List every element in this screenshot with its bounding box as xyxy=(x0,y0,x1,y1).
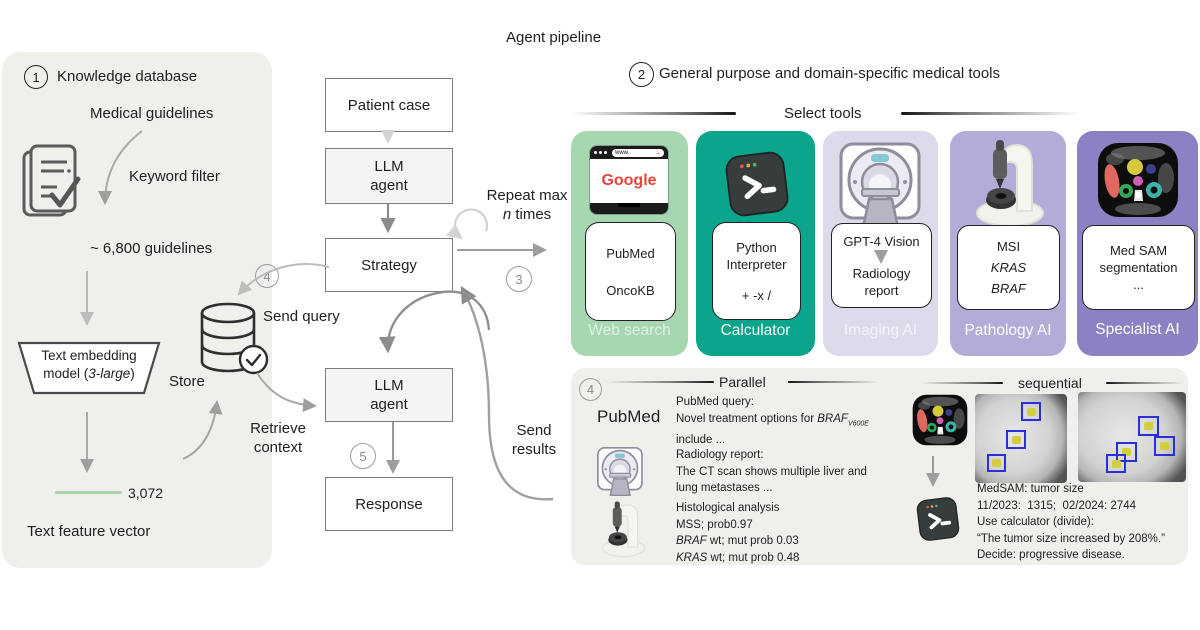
browser-go-arrow-icon: → xyxy=(655,149,661,156)
tumor-detection-box xyxy=(1021,402,1041,421)
llm-agent-node-1: LLM agent xyxy=(325,148,453,204)
patient-case-node: Patient case xyxy=(325,78,453,132)
llm-agent-node-2: LLM agent xyxy=(325,368,453,422)
terminal-icon-small xyxy=(913,492,963,546)
parallel-label: Parallel xyxy=(719,374,766,390)
histology-block: Histological analysis MSS; prob0.97 BRAF wt; mut prob 0.03 KRAS wt; mut prob 0.48 xyxy=(676,502,800,564)
select-tools-label: Select tools xyxy=(784,105,862,122)
vector-dimension: 3,072 xyxy=(128,485,164,501)
ct-segmentation-icon-small xyxy=(912,392,968,448)
pubmed-query-block: PubMed query: Novel treatment options for $BRAF_{V600E}$ include ... xyxy=(676,396,869,447)
imaging-ai-items: GPT-4 Vision Radiology report xyxy=(831,223,932,308)
feature-vector-line xyxy=(55,491,122,494)
microscope-icon xyxy=(973,137,1045,229)
step-5-badge: 5 xyxy=(350,443,376,469)
ct-scan-image-2 xyxy=(1078,392,1186,482)
ct-scan-image-1 xyxy=(975,394,1067,483)
strategy-node: Strategy xyxy=(325,238,453,292)
tool-label-specialist-ai: Specialist AI xyxy=(1095,321,1180,338)
specialist-ai-items: Med SAM segmentation ... xyxy=(1082,225,1195,310)
tool-card-web-search xyxy=(571,131,688,356)
step-3-badge: 3 xyxy=(506,266,532,292)
pathology-ai-items: MSI KRAS BRAF xyxy=(957,225,1060,310)
knowledge-panel-title: Knowledge database xyxy=(57,68,198,85)
step-4-badge-results: 4 xyxy=(579,378,602,401)
browser-window-icon xyxy=(590,146,668,214)
ct-segmentation-icon xyxy=(1097,140,1179,220)
tumor-detection-box xyxy=(1154,436,1175,456)
guidelines-count: ~ 6,800 guidelines xyxy=(90,240,213,257)
response-node: Response xyxy=(325,477,453,531)
medical-guidelines-label: Medical guidelines xyxy=(90,105,214,122)
tools-heading: General purpose and domain-specific medical tools xyxy=(659,65,1001,82)
pubmed-source-label: PubMed xyxy=(597,407,661,426)
tool-card-specialist-ai xyxy=(1077,131,1198,356)
agent-pipeline-title: Agent pipeline xyxy=(506,29,602,46)
step-2-badge: 2 xyxy=(629,62,654,87)
step-4-badge: 4 xyxy=(255,264,279,288)
tumor-detection-box xyxy=(1138,416,1159,436)
select-tools-line-left xyxy=(570,112,736,115)
medsam-result-block: MedSAM: tumor size 11/2023: 1315; 02/2024: 2744 Use calculator (divide): “The tumor size increased by 208%.” Decide: progressive disease. xyxy=(977,483,1165,561)
text-feature-vector-label: Text feature vector xyxy=(27,523,151,540)
retrieve-context-label: Retrieve context xyxy=(250,420,306,456)
send-results-label: Send results xyxy=(511,422,557,458)
tool-label-imaging-ai: Imaging AI xyxy=(843,322,918,339)
check-circle-icon xyxy=(238,344,269,375)
store-label: Store xyxy=(169,373,205,390)
tool-label-calculator: Calculator xyxy=(720,322,791,339)
mri-scanner-icon xyxy=(838,139,924,231)
browser-bottom-bar xyxy=(590,203,668,214)
web-search-items: PubMed OncoKB xyxy=(585,222,676,321)
step-1-badge: 1 xyxy=(24,65,48,89)
tool-label-web-search: Web search xyxy=(588,322,671,339)
text-embedding-model-label: Text embedding model (3-large) xyxy=(41,348,137,381)
select-tools-line-right xyxy=(901,112,1081,115)
calculator-items: Python Interpreter + -x / xyxy=(712,222,801,320)
tumor-detection-box xyxy=(1106,454,1126,473)
tool-label-pathology-ai: Pathology AI xyxy=(964,322,1052,339)
sequential-label: sequential xyxy=(1018,375,1082,391)
guidelines-document-icon xyxy=(20,143,82,221)
tumor-detection-box xyxy=(987,454,1006,472)
send-query-label: Send query xyxy=(263,308,340,325)
google-logo: Google xyxy=(601,172,657,189)
browser-titlebar xyxy=(590,146,668,159)
microscope-icon-small xyxy=(600,498,646,560)
tool-card-calculator xyxy=(696,131,815,356)
keyword-filter-label: Keyword filter xyxy=(129,168,220,185)
browser-address-bar: www. → xyxy=(612,149,664,157)
tool-card-pathology-ai xyxy=(950,131,1066,356)
radiology-report-block: Radiology report: The CT scan shows multiple liver and lung metastases ... xyxy=(676,449,867,494)
repeat-max-label: Repeat max n times xyxy=(486,187,568,223)
tumor-detection-box xyxy=(1006,430,1026,449)
tool-card-imaging-ai xyxy=(823,131,938,356)
mri-scanner-icon-small xyxy=(595,445,646,497)
terminal-icon xyxy=(720,145,794,223)
